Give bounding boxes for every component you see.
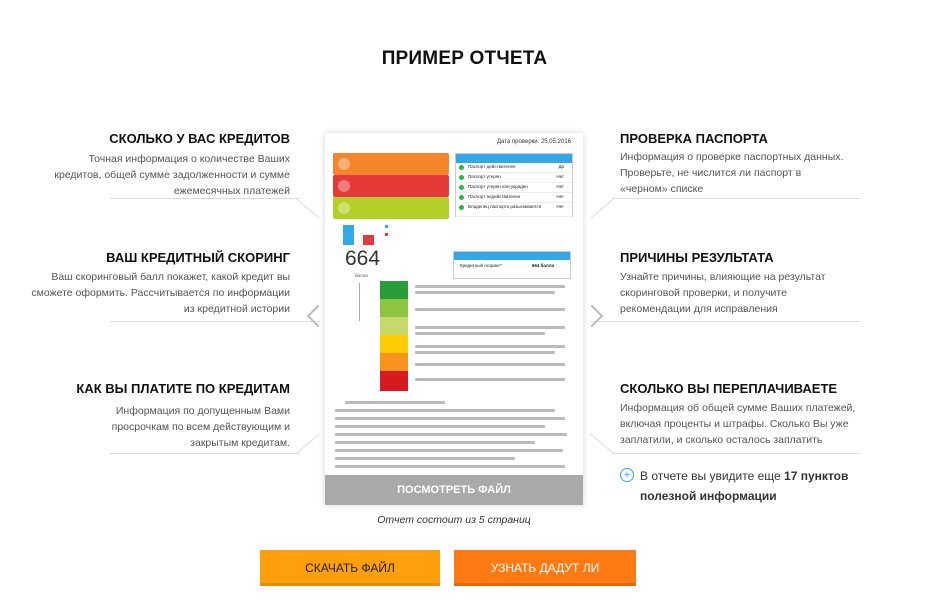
score-band [380, 299, 408, 317]
text-line [415, 332, 545, 335]
text-line [415, 363, 565, 366]
connector-line [110, 321, 320, 322]
text-line [415, 345, 565, 348]
text-line [415, 326, 565, 329]
scoring-box-label: Кредитный скоринг* [460, 263, 502, 268]
feature-text-reasons: Узнайте причины, влияющие на результат скоринговой проверки, и получите рекомендации для исправления [620, 271, 826, 315]
more-prefix: В отчете вы увидите еще [640, 469, 785, 483]
report-bar-red [363, 235, 374, 245]
legend-swatch [385, 225, 388, 228]
text-line [415, 351, 555, 354]
people-icon [338, 180, 350, 192]
text-line [335, 449, 563, 452]
badge-icon [338, 202, 350, 214]
connector-line [295, 198, 319, 218]
score-band [380, 281, 408, 299]
feature-heading-credits: СКОЛЬКО У ВАС КРЕДИТОВ [109, 131, 290, 146]
connector-line [590, 199, 614, 219]
connector-line [612, 453, 860, 454]
scoring-box-value: 664 балла [531, 263, 555, 268]
feature-heading-reasons: ПРИЧИНЫ РЕЗУЛЬТАТА [620, 250, 774, 265]
connector-line [110, 198, 300, 199]
next-arrow-icon[interactable] [581, 305, 604, 328]
passport-row: Паспорт утерян или украден Нет [456, 183, 572, 193]
text-line [345, 401, 445, 404]
score-band [380, 371, 408, 391]
scoring-box-header [454, 252, 570, 260]
feature-text-overpay: Информация об общей сумме Ваших платежей, включая проценты и штрафы. Сколько Вы уже заплатили, и сколько осталось заплатить [620, 402, 856, 446]
report-block-red [333, 175, 449, 197]
feature-text-credits: Точная информация о количестве Ваших кредитов, общей сумме задолженности и сумме ежемесячных платежей [54, 153, 290, 197]
text-line [415, 308, 565, 311]
page-title: ПРИМЕР ОТЧЕТА [381, 48, 548, 69]
more-suffix: полезной информации [640, 489, 777, 503]
more-info [620, 466, 880, 506]
connector-line [296, 434, 320, 454]
report-bar-blue [343, 225, 354, 245]
passport-row: Паспорт недействителен Нет [456, 193, 572, 203]
scoring-box [453, 251, 571, 279]
text-line [335, 433, 567, 436]
text-line [335, 409, 555, 412]
passport-box [455, 153, 573, 217]
report-date: Дата проверки: 25.05.2016 [496, 139, 571, 145]
score-pointer-line [359, 283, 360, 321]
text-line [335, 457, 515, 460]
connector-line [110, 453, 300, 454]
text-line [335, 465, 565, 468]
report-score: 664 [345, 247, 381, 270]
feature-heading-overpay: СКОЛЬКО ВЫ ПЕРЕПЛАЧИВАЕТЕ [620, 381, 838, 396]
connector-line [590, 321, 860, 322]
warning-icon [338, 158, 350, 170]
feature-heading-scoring: ВАШ КРЕДИТНЫЙ СКОРИНГ [106, 250, 290, 265]
text-line [415, 291, 555, 294]
view-file-button[interactable]: ПОСМОТРЕТЬ ФАЙЛ [325, 475, 583, 505]
connector-line [612, 198, 860, 199]
feature-heading-passport: ПРОВЕРКА ПАСПОРТА [620, 131, 768, 146]
connector-line [589, 433, 613, 453]
score-band [380, 317, 408, 335]
report-preview[interactable] [325, 133, 583, 505]
text-line [415, 378, 565, 381]
report-block-green [333, 197, 449, 219]
download-file-button[interactable]: СКАЧАТЬ ФАЙЛ [260, 550, 440, 586]
report-caption: Отчет состоит из 5 страниц [377, 514, 531, 526]
report-score-unit: балла [355, 273, 368, 278]
check-approval-button[interactable]: УЗНАТЬ ДАДУТ ЛИ [454, 550, 636, 586]
feature-text-scoring: Ваш скоринговый балл покажет, какой кредит вы сможете оформить. Рассчитывается по информации из кредитной истории [31, 271, 290, 315]
text-line [415, 285, 565, 288]
score-band [380, 353, 408, 371]
passport-box-header [456, 154, 572, 163]
passport-row: Паспорт действителен Да [456, 163, 572, 173]
more-count: 17 пунктов [784, 469, 849, 483]
passport-row: Владелец паспорта разыскивается Нет [456, 203, 572, 217]
text-line [335, 441, 535, 444]
text-line [335, 417, 565, 420]
feature-text-passport: Информация о проверке паспортных данных. Проверьте, не числится ли паспорт в «черном» списке [620, 151, 844, 195]
text-line [335, 425, 545, 428]
score-band [380, 335, 408, 353]
feature-heading-payments: КАК ВЫ ПЛАТИТЕ ПО КРЕДИТАМ [76, 381, 290, 396]
feature-text-payments: Информация по допущенным Вами просрочкам по всем действующим и закрытым кредитам. [111, 405, 290, 449]
report-block-orange [333, 153, 449, 175]
legend-swatch [385, 233, 388, 236]
passport-row: Паспорт утерян Нет [456, 173, 572, 183]
plus-icon: + [620, 468, 634, 482]
